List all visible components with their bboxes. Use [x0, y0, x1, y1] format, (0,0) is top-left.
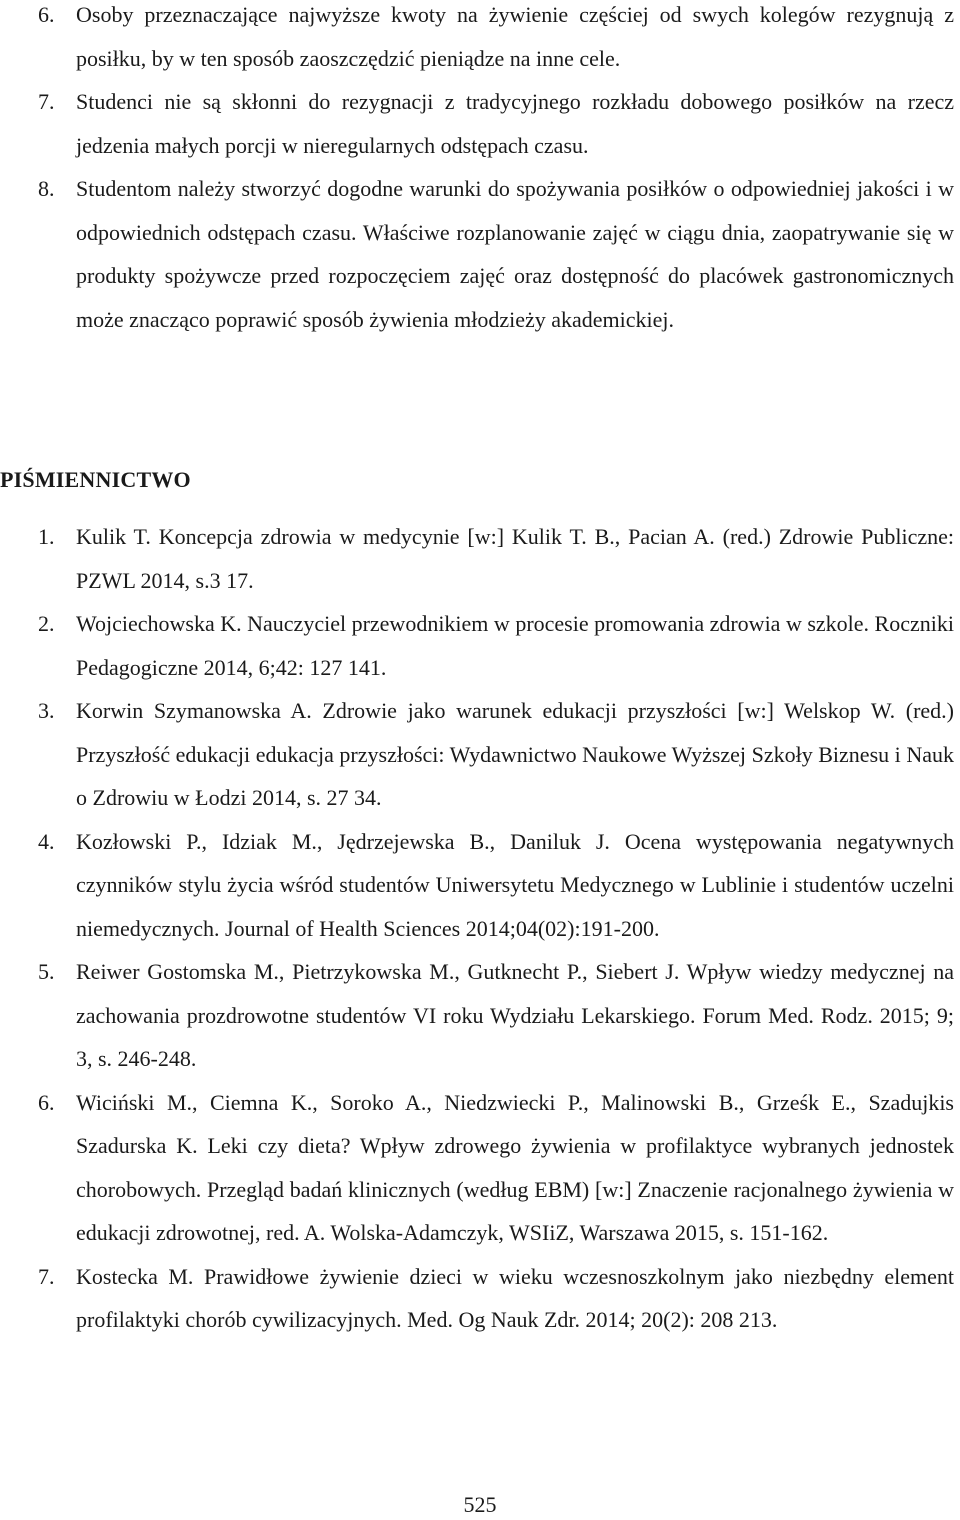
references-heading: PIŚMIENNICTWO	[0, 467, 191, 492]
reference-text: Kostecka M. Prawidłowe żywienie dzieci w wieku wczesnoszkolnym jako niezbędny element profilaktyki chorób cywilizacyjnych. Med. Og Nauk Zdr. 2014; 20(2): 208 213.	[76, 1263, 954, 1332]
reference-number: 3.	[38, 698, 55, 723]
reference-item	[0, 515, 960, 602]
reference-text: Korwin Szymanowska A. Zdrowie jako warunek edukacji przyszłości [w:] Welskop W. (red.) Przyszłość edukacji edukacja przyszłości: Wydawnictwo Naukowe Wyższej Szkoły Biznesu i Nauk o Zdrowiu w Łodzi 2014, s. 27 34.	[76, 698, 954, 810]
item-text: Osoby przeznaczające najwyższe kwoty na żywienie częściej od swych kolegów rezygnują z posiłku, by w ten sposób zaoszczędzić pieniądze na inne cele.	[76, 2, 954, 71]
reference-item	[0, 689, 960, 820]
item-number: 7.	[38, 89, 55, 114]
reference-item	[0, 1255, 960, 1342]
references-list	[0, 515, 960, 1342]
reference-text: Wojciechowska K. Nauczyciel przewodnikiem w procesie promowania zdrowia w szkole. Roczniki Pedagogiczne 2014, 6;42: 127 141.	[76, 611, 954, 680]
reference-number: 5.	[38, 959, 55, 984]
reference-number: 6.	[38, 1089, 55, 1115]
reference-number: 1.	[38, 524, 55, 549]
reference-item	[0, 602, 960, 689]
page-number: 525	[463, 1492, 497, 1517]
reference-number: 7.	[38, 1263, 55, 1289]
reference-number: 2.	[38, 611, 55, 636]
item-number: 6.	[38, 2, 55, 27]
reference-number: 4.	[38, 828, 55, 854]
item-text: Studentom należy stworzyć dogodne warunki do spożywania posiłków o odpowiedniej jakości i w odpowiednich odstępach czasu. Właściwe rozplanowanie zajęć w ciągu dnia, zaopatrywanie się w produkty spożywcze przed rozpoczęciem zajęć oraz dostępność do placówek gastronomicznych może znacząco poprawić sposób żywienia młodzieży akademickiej.	[76, 176, 954, 332]
item-number: 8.	[38, 176, 55, 201]
list-item	[0, 80, 960, 167]
reference-item	[0, 950, 960, 1081]
item-text: Studenci nie są skłonni do rezygnacji z tradycyjnego rozkładu dobowego posiłków na rzecz jedzenia małych porcji w nieregularnych odstępach czasu.	[76, 89, 954, 158]
reference-text: Reiwer Gostomska M., Pietrzykowska M., Gutknecht P., Siebert J. Wpływ wiedzy medycznej na zachowania prozdrowotne studentów VI roku Wydziału Lekarskiego. Forum Med. Rodz. 2015; 9; 3, s. 246-248.	[76, 959, 954, 1071]
reference-item	[0, 820, 960, 951]
list-item	[0, 0, 960, 80]
reference-item	[0, 1081, 960, 1255]
reference-text: Kulik T. Koncepcja zdrowia w medycynie [w:] Kulik T. B., Pacian A. (red.) Zdrowie Publiczne: PZWL 2014, s.3 17.	[76, 524, 954, 593]
reference-text: Wiciński M., Ciemna K., Soroko A., Niedzwiecki P., Malinowski B., Grześk E., Szadujkis Szadurska K. Leki czy dieta? Wpływ zdrowego żywienia w profilaktyce wybranych jednostek chorobowych. Przegląd badań klinicznych (według EBM) [w:] Znaczenie racjonalnego żywienia w edukacji zdrowotnej, red. A. Wolska-Adamczyk, WSIiZ, Warszawa 2015, s. 151-162.	[76, 1089, 954, 1245]
reference-text: Kozłowski P., Idziak M., Jędrzejewska B., Daniluk J. Ocena występowania negatywnych czynników stylu życia wśród studentów Uniwersytetu Medycznego w Lublinie i studentów uczelni niemedycznych. Journal of Health Sciences 2014;04(02):191-200.	[76, 828, 954, 941]
list-item	[0, 167, 960, 341]
conclusions-list	[0, 0, 960, 341]
